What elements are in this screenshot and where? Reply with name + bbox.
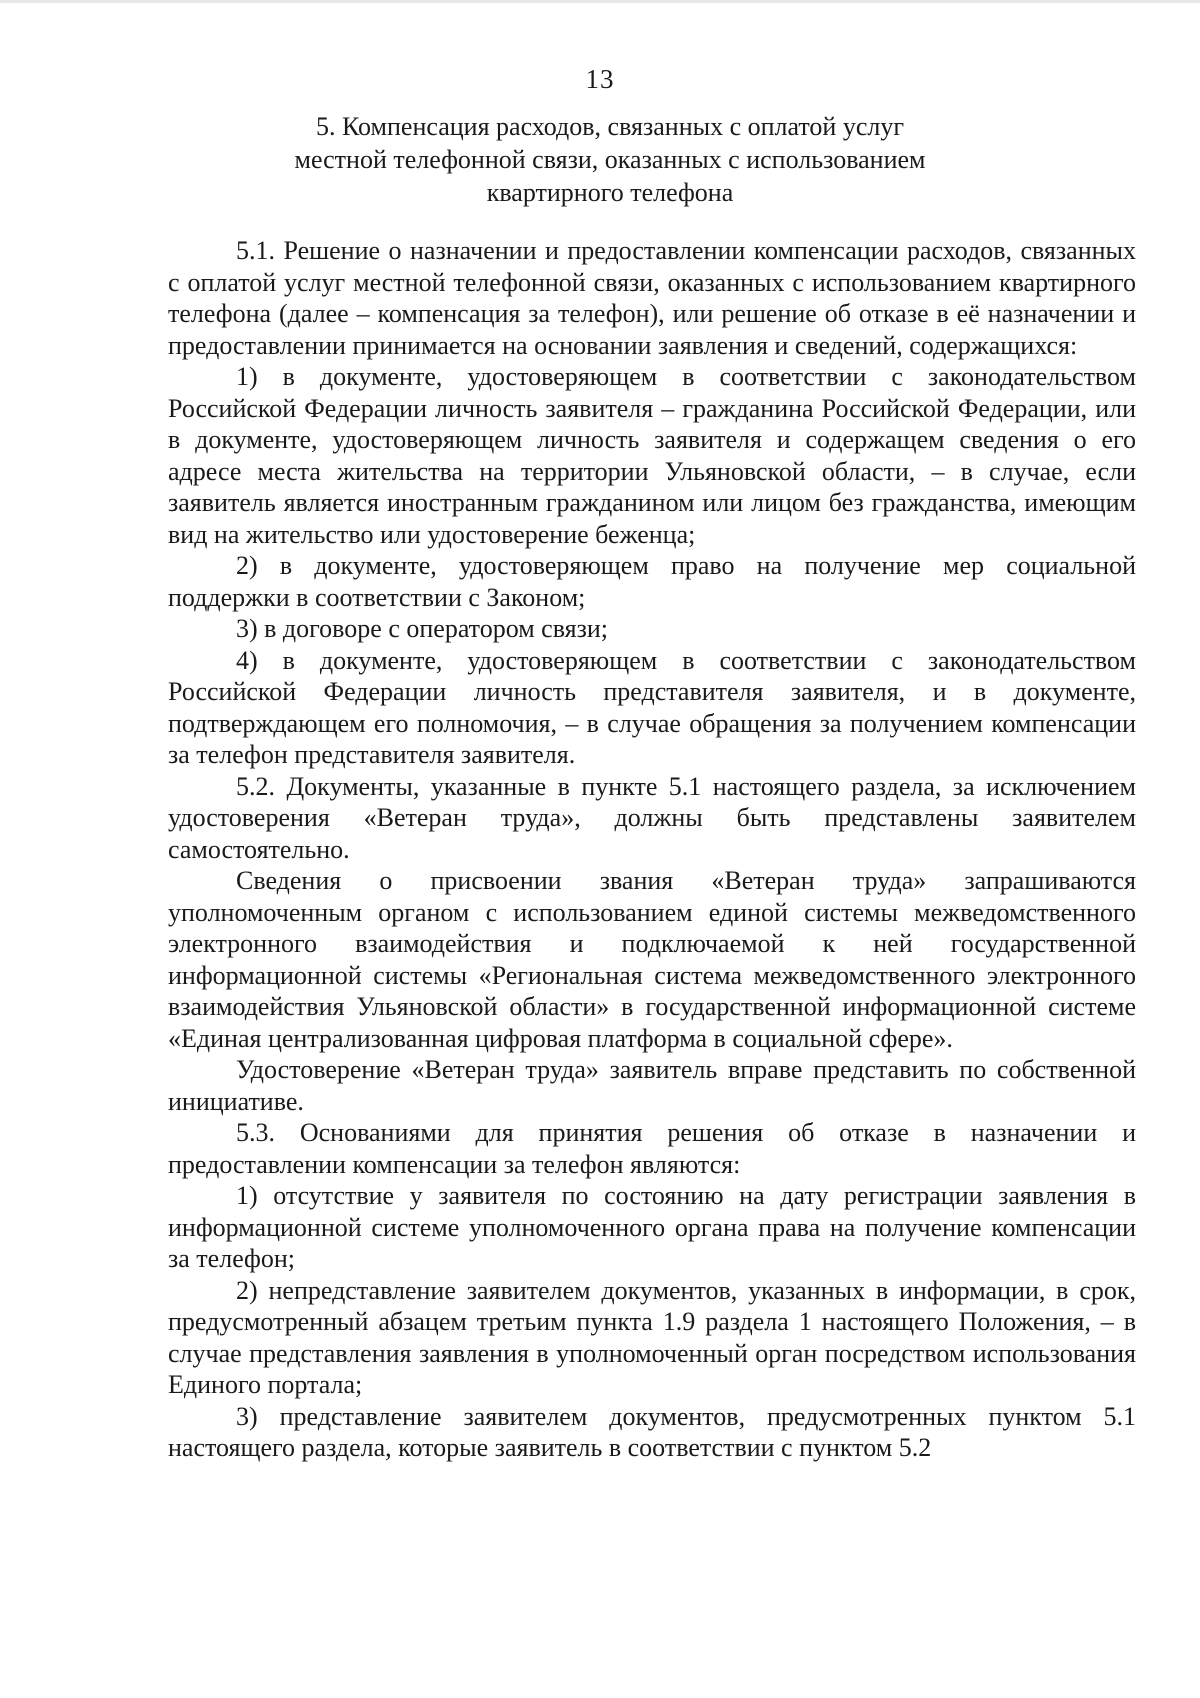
document-body <box>168 235 1136 1464</box>
paragraph: 3) в договоре с оператором связи; <box>236 614 608 643</box>
paragraph: 5.3. Основаниями для принятия решения об отказе в назначении и предоставлении компенсации за телефон являются: <box>168 1118 1136 1179</box>
paragraph: Удостоверение «Ветеран труда» заявитель вправе представить по собственной инициативе. <box>168 1055 1136 1116</box>
paragraph: 1) в документе, удостоверяющем в соответствии с законодательством Российской Федерации личность заявителя – гражданина Российской Федерации, или в документе, удостоверяющем личность заявителя и содержащем сведения о его адресе места жительства на территории Ульяновской области, – в случае, если заявитель является иностранным гражданином или лицом без гражданства, имеющим вид на жительство или удостоверение беженца; <box>168 362 1136 549</box>
paragraph: Сведения о присвоении звания «Ветеран труда» запрашиваются уполномоченным органом с использованием единой системы межведомственного электронного взаимодействия и подключаемой к ней государственной информационной системы «Региональная система межведомственного электронного взаимодействия Ульяновской области» в государственной информационной системе «Единая централизованная цифровая платформа в социальной сфере». <box>168 866 1136 1053</box>
paragraph: 5.2. Документы, указанные в пункте 5.1 настоящего раздела, за исключением удостоверения «Ветеран труда», должны быть представлены заявителем самостоятельно. <box>168 771 1136 864</box>
page-number: 13 <box>585 64 615 94</box>
paragraph: 3) представление заявителем документов, предусмотренных пунктом 5.1 настоящего раздела, которые заявитель в соответствии с пунктом 5.2 <box>168 1401 1136 1462</box>
section-heading <box>260 110 960 209</box>
heading-line: квартирного телефона <box>486 178 734 207</box>
paragraph: 5.1. Решение о назначении и предоставлении компенсации расходов, связанных с оплатой услуг местной телефонной связи, оказанных с использованием квартирного телефона (далее – компенсация за телефон), или решение об отказе в её назначении и предоставлении принимается на основании заявления и сведений, содержащихся: <box>168 236 1136 360</box>
paragraph: 4) в документе, удостоверяющем в соответствии с законодательством Российской Федерации личность представителя заявителя, и в документе, подтверждающем его полномочия, – в случае обращения за получением компенсации за телефон представителя заявителя. <box>168 645 1136 769</box>
paragraph: 1) отсутствие у заявителя по состоянию на дату регистрации заявления в информационной системе уполномоченного органа права на получение компенсации за телефон; <box>168 1181 1136 1273</box>
paragraph: 2) непредставление заявителем документов, указанных в информации, в срок, предусмотренный абзацем третьим пункта 1.9 раздела 1 настоящего Положения, – в случае представления заявления в уполномоченный орган посредством использования Единого портала; <box>168 1275 1136 1399</box>
heading-line: 5. Компенсация расходов, связанных с оплатой услуг <box>315 112 904 141</box>
scan-edge <box>0 0 1200 3</box>
paragraph: 2) в документе, удостоверяющем право на получение мер социальной поддержки в соответствии с Законом; <box>168 551 1136 612</box>
heading-line: местной телефонной связи, оказанных с использованием <box>294 145 926 174</box>
